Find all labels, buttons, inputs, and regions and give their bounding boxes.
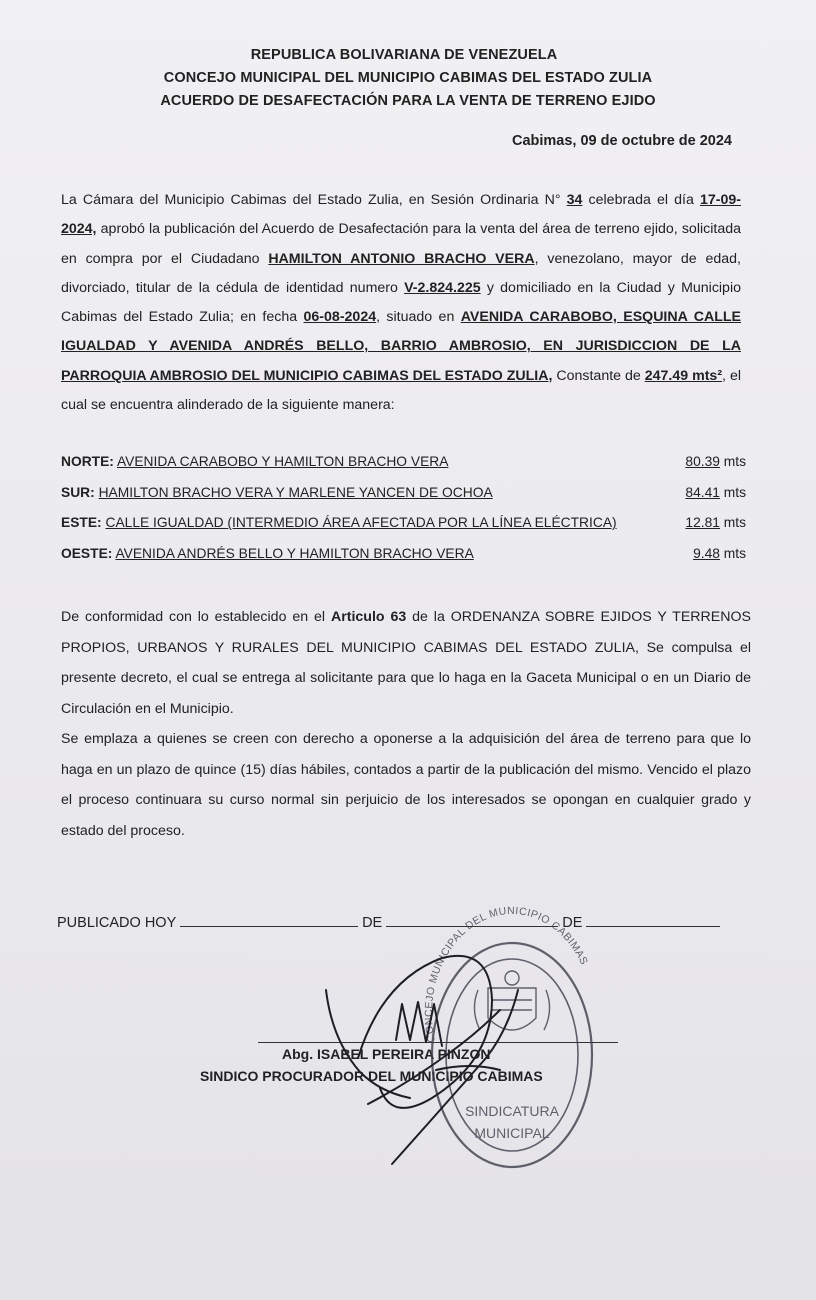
blank-line: [586, 912, 720, 927]
stamp-ring-text: CONCEJO MUNICIPAL DEL MUNICIPIO CABIMAS: [422, 904, 591, 1044]
header-line-3: ACUERDO DE DESAFECTACIÓN PARA LA VENTA DE TERRENO EJIDO: [160, 93, 656, 109]
citizen-name: HAMILTON ANTONIO BRACHO VERA: [268, 250, 535, 267]
text-segment: celebrada el día: [582, 192, 700, 208]
signatory-name: Abg. ISABEL PEREIRA PINZON: [282, 1046, 491, 1062]
blank-line: [180, 912, 358, 927]
blank-line: [386, 912, 558, 927]
document-date: Cabimas, 09 de octubre de 2024: [511, 133, 732, 149]
legal-paragraphs: [61, 602, 751, 846]
boundary-measure: [685, 485, 746, 500]
boundary-label: NORTE:: [61, 454, 114, 469]
text-segment: , situado en: [376, 309, 461, 326]
boundary-length: 84.41: [685, 484, 720, 500]
signatory-title: SINDICO PROCURADOR DEL MUNICIPIO CABIMAS: [200, 1068, 543, 1084]
main-paragraph: [61, 186, 741, 420]
boundary-unit: mts: [719, 454, 746, 469]
header-line-2: CONCEJO MUNICIPAL DEL MUNICIPIO CABIMAS DEL ESTADO ZULIA: [163, 70, 653, 86]
id-number: V-2.824.225: [404, 279, 481, 296]
text-segment: y domiciliado en la Ciudad y Municipio Cabimas del Estado Zulia; en fecha: [61, 279, 741, 326]
boundary-measure: [693, 546, 746, 561]
session-number: 34: [566, 192, 583, 208]
boundary-label: ESTE:: [61, 515, 102, 530]
boundary-north: [61, 454, 746, 485]
boundary-unit: mts: [719, 545, 746, 561]
boundary-unit: mts: [719, 515, 746, 530]
session-date: 17-09-2024,: [61, 192, 741, 238]
boundary-description: AVENIDA CARABOBO Y HAMILTON BRACHO VERA: [116, 454, 449, 469]
signature-line: [258, 1042, 618, 1043]
boundary-label: OESTE:: [61, 545, 113, 561]
published-label: PUBLICADO HOY: [57, 915, 176, 931]
text-segment: La Cámara del Municipio Cabimas del Estado Zulia, en Sesión Ordinaria N°: [61, 192, 567, 208]
text-segment: , el cual se encuentra alinderado de la siguiente manera:: [61, 367, 741, 414]
de-label: DE: [562, 915, 583, 931]
text-segment: De conformidad con lo establecido en el: [61, 609, 331, 625]
boundary-measure: [685, 454, 746, 469]
boundary-length: 12.81: [685, 515, 720, 530]
boundary-description: HAMILTON BRACHO VERA Y MARLENE YANCEN DE OCHOA: [98, 484, 493, 500]
official-stamp: [423, 905, 592, 1167]
boundary-west: [61, 546, 746, 577]
boundaries-list: [61, 454, 746, 576]
boundary-description: AVENIDA ANDRÉS BELLO Y HAMILTON BRACHO VERA: [115, 545, 474, 561]
boundary-unit: mts: [719, 484, 746, 500]
text-segment: aprobó la publicación del Acuerdo de Desafectación para la venta del área de terreno ejido, solicitada en compra por el Ciudadano: [61, 221, 741, 267]
text-segment: Constante de: [552, 367, 645, 384]
header-line-1: REPUBLICA BOLIVARIANA DE VENEZUELA: [250, 47, 558, 63]
de-label: DE: [362, 915, 383, 931]
text-segment: de la ORDENANZA SOBRE EJIDOS Y TERRENOS PROPIOS, URBANOS Y RURALES DEL MUNICIPIO CABIMAS DEL ESTADO ZULIA, Se compulsa el presente decreto, el cual se entrega al solicitante para que lo haga en la Gaceta Municipal o en un Diario de Circulación en el Municipio.: [61, 609, 752, 717]
legal-paragraph-2: Se emplaza a quienes se creen con derecho a oponerse a la adquisición del área de terreno para que lo haga en un plazo de quince (15) días hábiles, contados a partir de la publicación del mismo. Vencido el plazo el proceso continuara su curso normal sin perjuicio de los interesados se opongan en cualquier grado y estado del proceso.: [61, 731, 751, 839]
document-header: [0, 44, 816, 113]
request-date: 06-08-2024: [303, 309, 377, 326]
boundary-length: 9.48: [693, 545, 720, 561]
legal-paragraph-1: [61, 602, 751, 724]
text-segment: , venezolano, mayor de edad, divorciado, titular de la cédula de identidad numero: [61, 250, 741, 296]
property-location: AVENIDA CARABOBO, ESQUINA CALLE IGUALDAD Y AVENIDA ANDRÉS BELLO, BARRIO AMBROSIO, EN JURISDICCION DE LA PARROQUIA AMBROSIO DEL MUNICIPIO CABIMAS DEL ESTADO ZULIA,: [61, 309, 742, 384]
coat-of-arms-icon: [474, 971, 549, 1030]
boundary-description: CALLE IGUALDAD (INTERMEDIO ÁREA AFECTADA POR LA LÍNEA ELÉCTRICA): [105, 515, 617, 530]
article-reference: Articulo 63: [330, 609, 407, 625]
boundary-east: [61, 515, 746, 546]
property-area: 247.49 mts²: [644, 367, 723, 384]
boundary-length: 80.39: [685, 454, 720, 469]
stamp-line-1: SINDICATURA: [465, 1103, 559, 1119]
publication-line: [57, 912, 757, 931]
boundary-south: [61, 485, 746, 516]
boundary-measure: [685, 515, 746, 530]
stamp-line-2: MUNICIPAL: [474, 1125, 550, 1141]
boundary-label: SUR:: [61, 484, 95, 500]
